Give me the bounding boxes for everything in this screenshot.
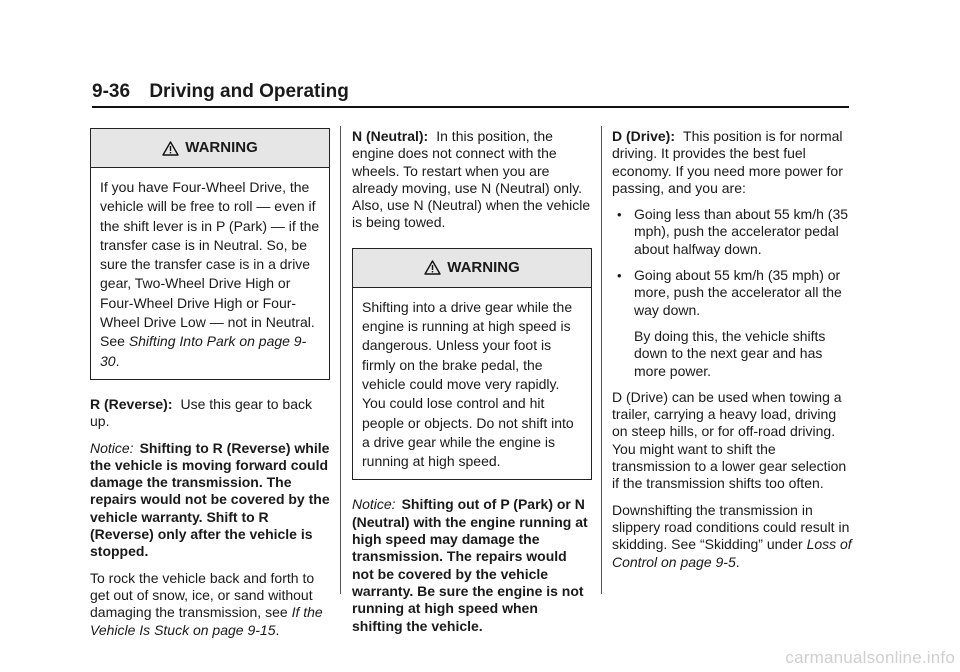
bullet-dot-icon: • [617, 207, 622, 223]
warning-triangle-icon [162, 141, 179, 156]
warning-triangle-icon [424, 260, 441, 275]
notice-label: Notice: [352, 496, 396, 513]
notice-paragraph: Notice: Shifting to R (Reverse) while the vehicle is moving forward could damage the transmission. The repairs would not be covered by the vehicle warranty. Shift to R (Reverse) only after the vehicle is stopped. [90, 439, 330, 560]
column-1 [90, 128, 330, 648]
section-title: Driving and Operating [149, 81, 349, 102]
column-2 [352, 128, 592, 644]
reverse-paragraph: R (Reverse): Use this gear to back up. [90, 395, 312, 430]
neutral-term: N (Neutral): [352, 128, 429, 144]
page-header [92, 80, 849, 108]
bullet-dot-icon: • [617, 268, 622, 284]
warning-box [352, 248, 592, 481]
neutral-paragraph: N (Neutral): In this position, the engine does not connect with the wheels. To restart when you are already moving, use N (Neutral) only. Also, use N (Neutral) when the vehicle is being towed. [352, 128, 591, 231]
warning-title: WARNING [185, 139, 258, 157]
column-3 [612, 128, 852, 580]
drive-term: D (Drive): [612, 128, 676, 144]
reverse-term: R (Reverse): [90, 395, 173, 412]
cross-reference-link[interactable]: If the Vehicle Is Stuck on page 9-15 [90, 604, 323, 638]
warning-text: If you have Four-Wheel Drive, the vehicle will be free to roll — even if the shift lever is in P (Park) — if the transfer case is in Neutral. So, be sure the transfer case is in a drive gear, Two-Wheel Drive High or Four-Wheel Drive High or Four-Wheel Drive Low — not in Neutral. See Shifting Into Park on page 9-30. [100, 179, 320, 369]
list-item: • Going about 55 km/h (35 mph) or more, push the accelerator all the way down. [617, 267, 842, 318]
warning-header [91, 129, 329, 168]
towing-paragraph: D (Drive) can be used when towing a trailer, carrying a heavy load, driving on steep hills, or for off-road driving. You might want to shift the transmission to a lower gear selection if the transmission shifts too often. [612, 388, 847, 492]
column-divider [601, 126, 602, 594]
cross-reference-link[interactable]: Shifting Into Park on page 9-30 [100, 333, 307, 369]
notice-paragraph: Notice: Shifting out of P (Park) or N (Neutral) with the engine running at high speed may damage the transmission. The repairs would not be covered by the vehicle warranty. Be sure the engine is not running at high speed when shifting the vehicle. [352, 496, 588, 634]
watermark: carmanualsonline.info [785, 648, 955, 667]
downshift-paragraph: Downshifting the transmission in slippery road conditions could result in skidding. See “Skidding” under Loss of Control on page 9-5. [612, 501, 852, 570]
list-item: • Going less than about 55 km/h (35 mph), push the accelerator pedal about halfway down. [617, 206, 849, 257]
warning-box [90, 128, 330, 380]
cross-reference-link[interactable]: Loss of Control on page 9-5 [612, 536, 852, 570]
warning-header [353, 249, 591, 288]
warning-title: WARNING [447, 259, 520, 277]
warning-text: Shifting into a drive gear while the engine is running at high speed is dangerous. Unless your foot is firmly on the brake pedal, the vehicle could move very rapidly. You could lose control and hit people or objects. Do not shift into a drive gear while the engine is running at high speed. [362, 298, 574, 470]
drive-paragraph: D (Drive): This position is for normal driving. It provides the best fuel economy. If you need more power for passing, and you are: [612, 128, 843, 196]
page-number: 9-36 [92, 81, 131, 102]
column-divider [340, 126, 341, 594]
bullet-list [612, 206, 852, 319]
bullet-note: By doing this, the vehicle shifts down to the next gear and has more power. [634, 327, 826, 379]
rock-paragraph: To rock the vehicle back and forth to get out of snow, ice, or sand without damaging the transmission, see If the Vehicle Is Stuck on page 9-15. [90, 569, 323, 638]
notice-label: Notice: [90, 439, 134, 456]
